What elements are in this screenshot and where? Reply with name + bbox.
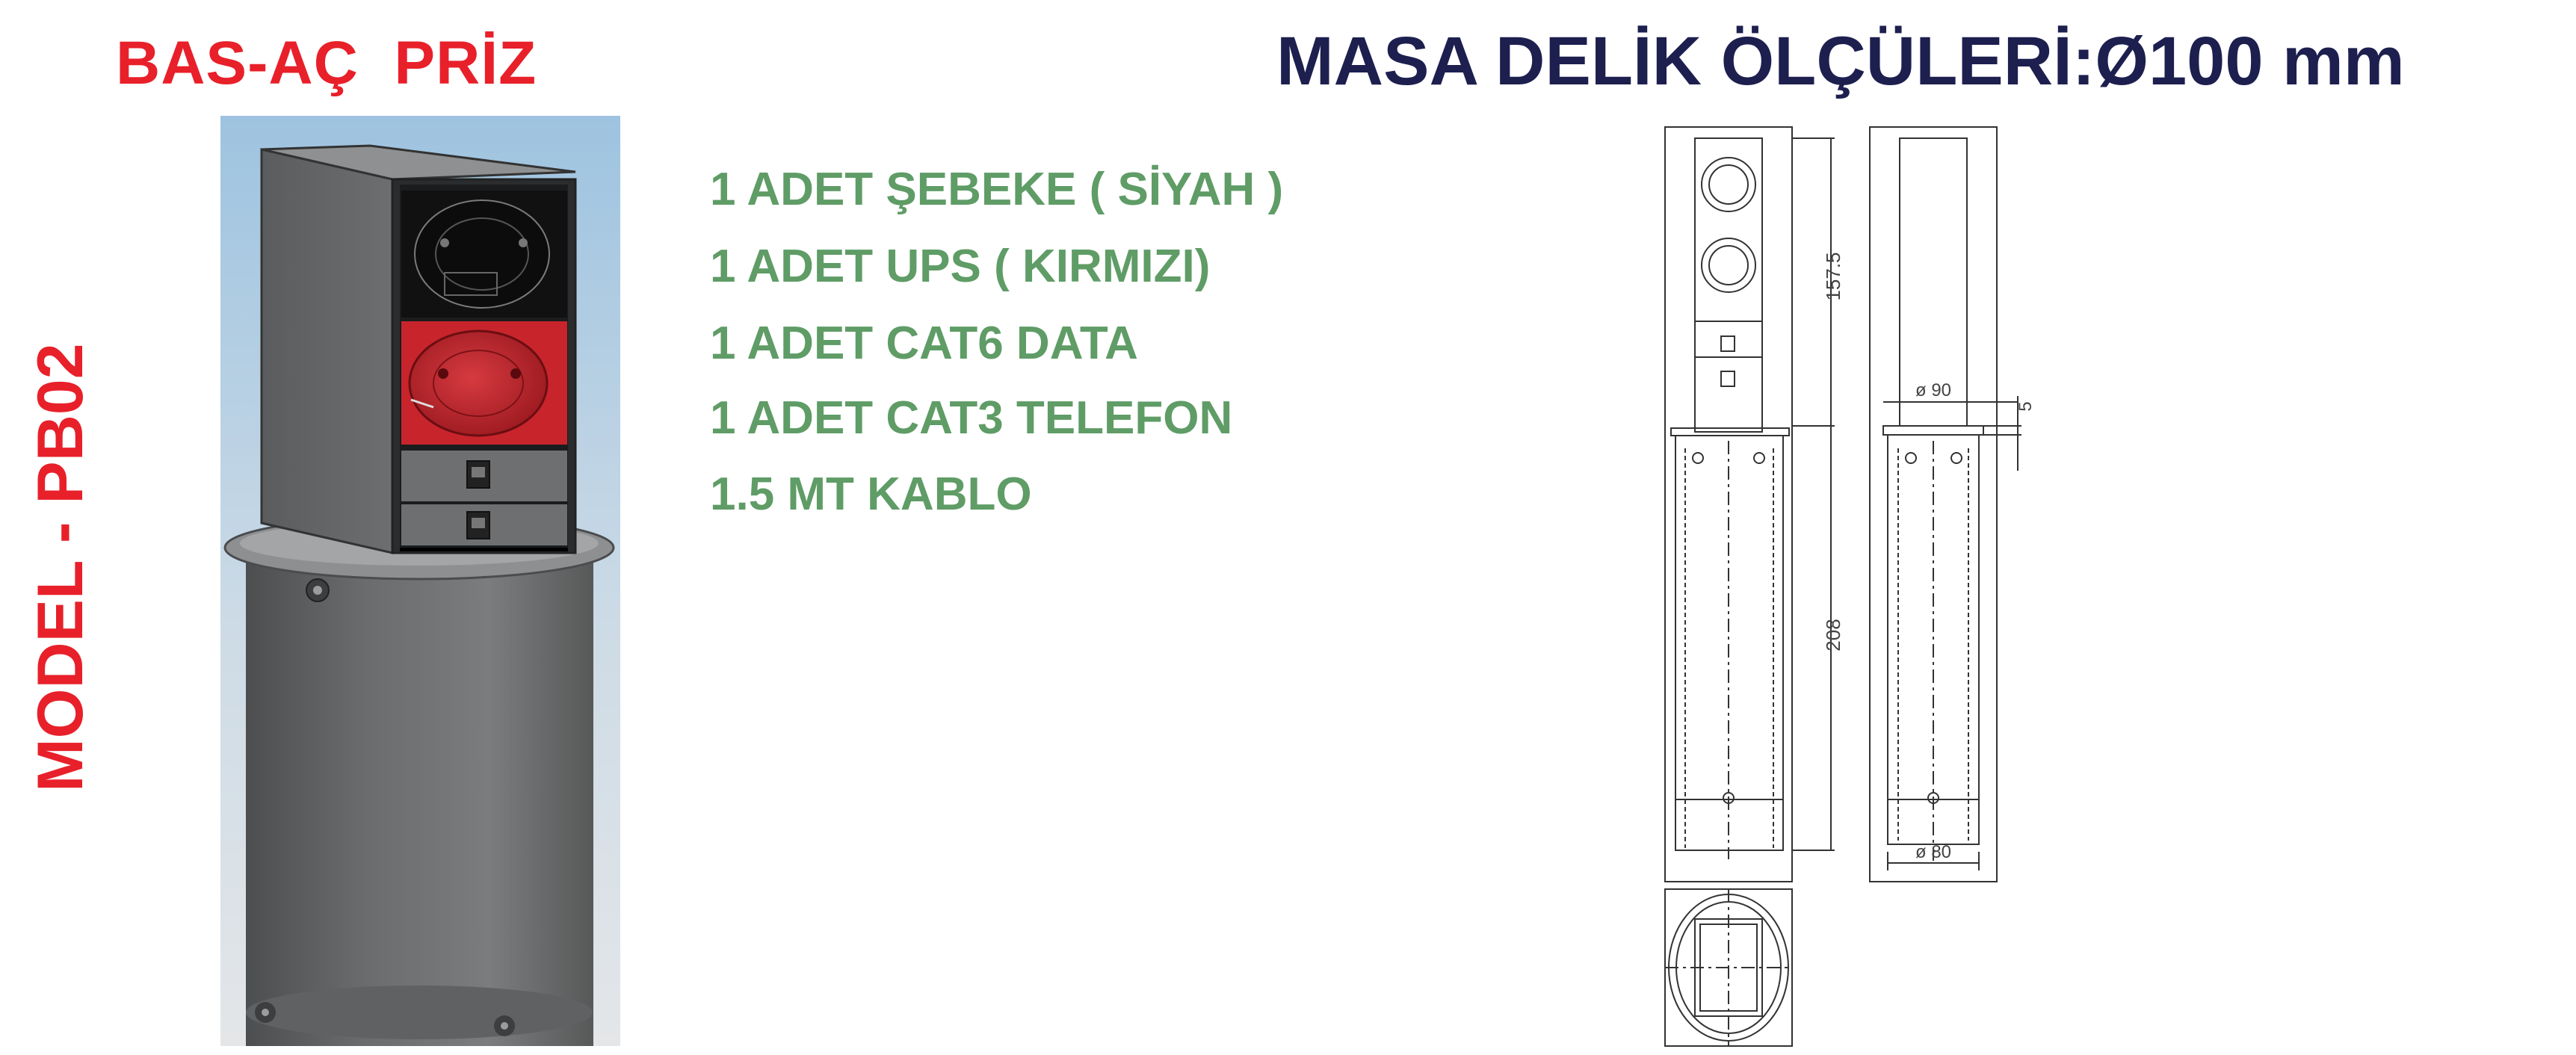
box-side (262, 149, 392, 553)
technical-drawing (1644, 120, 2063, 1050)
dimensions-title: MASA DELİK ÖLÇÜLERİ:Ø100 mm (1276, 23, 2405, 99)
dimension-diameter-top: ø 90 (1915, 380, 1952, 400)
dimension-height-bottom: 208 (1822, 619, 1844, 652)
feature-item-ups: 1 ADET UPS ( KIRMIZI) (710, 241, 1211, 292)
product-title: BAS-AÇ PRİZ (116, 29, 537, 97)
dimension-height-top: 157.5 (1822, 252, 1844, 301)
cylinder-bottom (246, 986, 593, 1039)
feature-item-cat3: 1 ADET CAT3 TELEFON (710, 392, 1233, 444)
feature-item-cable: 1.5 MT KABLO (710, 468, 1032, 520)
cylinder-body (246, 545, 593, 1046)
cat6-data-port (401, 451, 567, 501)
feature-item-mains: 1 ADET ŞEBEKE ( SİYAH ) (710, 164, 1284, 215)
feature-item-cat6: 1 ADET CAT6 DATA (710, 318, 1138, 369)
mains-socket-black (401, 191, 567, 318)
model-label: MODEL - PB02 (25, 343, 96, 792)
cat3-phone-port (401, 504, 567, 545)
dimension-diameter-bottom: ø 80 (1915, 842, 1952, 862)
product-render (220, 116, 620, 1046)
dimension-lip: 5 (2016, 401, 2036, 412)
ups-socket-red (401, 321, 567, 445)
